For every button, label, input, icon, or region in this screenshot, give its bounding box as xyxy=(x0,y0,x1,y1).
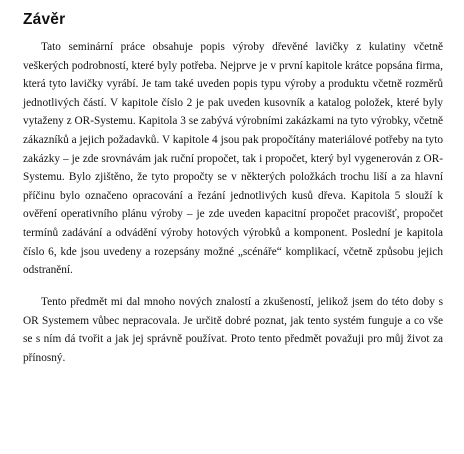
paragraph-reflection: Tento předmět mi dal mnoho nových znalostí a zkušeností, jelikož jsem do této doby s OR Systemem vůbec nepracovala. Je určitě dobré poznat, jak tento systém funguje a co vše se s ním dá tvořit a jak jej správně používat. Proto tento předmět považuji pro můj život za přínosný. xyxy=(23,296,443,364)
paragraph-summary: Tato seminární práce obsahuje popis výroby dřevěné lavičky z kulatiny včetně veškerých podrobností, které byly potřeba. Nejprve je v první kapitole krátce popsána firma, která tyto lavičky vyrábí. Je tam také uveden popis typu výroby a produktu včetně rozměrů jednotlivých částí. V kapitole číslo 2 je pak uveden kusovník a katalog položek, které byly vytaženy z OR-Systemu. Kapitola 3 se zabývá výrobními zakázkami na tyto výrobky, včetně zákazníků a jejich požadavků. V kapitole 4 jsou pak propočítány materiálové potřeby na tyto zakázky – je zde srovnávám jak ruční propočet, tak i propočet, který byl vygenerován z OR-Systemu. Bylo zjištěno, že tyto propočty se v některých položkách trochu liší a za hlavní příčinu bylo označeno opracování a řezání jednotlivých kusů dřeva. Kapitola 5 slouží k ověření operativního plánu výroby – je zde uveden kapacitní propočet pracovišť, propočet termínů zadávání a odvádění výroby hotových výrobků a komponent. Poslední je kapitola číslo 6, kde jsou uvedeny a rozepsány možné „scénáře“ komplikací, včetně způsobu jejich odstranění. xyxy=(23,41,443,277)
section-heading: Závěr xyxy=(23,11,66,28)
